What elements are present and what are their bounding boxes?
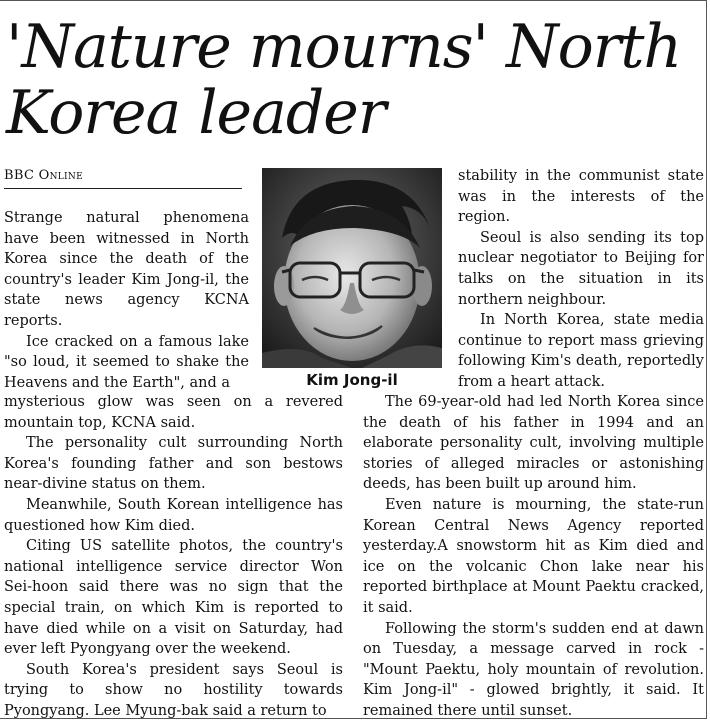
- paragraph: In North Korea, state media continue to report mass grieving following Kim's death, reportedly from a heart attack.: [458, 312, 704, 390]
- kim-jong-il-photo: [262, 168, 442, 368]
- paragraph: South Korea's president says Seoul is trying to show no hostility towards Pyongyang. Lee Myung-bak said a return to: [4, 661, 343, 719]
- paragraph: The personality cult surrounding North Korea's founding father and son bestows near-divine status on them.: [4, 435, 343, 493]
- column-2-bottom: [363, 392, 704, 722]
- paragraph: stability in the communist state was in the interests of the region.: [458, 168, 704, 226]
- paragraph: mysterious glow was seen on a revered mountain top, KCNA said.: [4, 394, 343, 431]
- photo-caption: Kim Jong-il: [306, 371, 398, 389]
- column-3-top: [458, 166, 704, 393]
- paragraph: Even nature is mourning, the state-run Korean Central News Agency reported yesterday.A snowstorm hit as Kim died and ice on the volcanic Chon lake near his reported birthplace at Mount Paektu cracked, it said.: [363, 496, 704, 616]
- column-1-top: [4, 208, 249, 393]
- column-1-bottom: [4, 392, 343, 722]
- headline: 'Nature mourns' North Korea leader: [6, 12, 682, 148]
- paragraph: The 69-year-old had led North Korea since the death of his father in 1994 and an elaborate personality cult, involving multiple stories of alleged miracles or astonishing deeds, has been built up around him.: [363, 394, 704, 493]
- source-byline: BBC Online: [4, 168, 242, 189]
- portrait-image: [262, 168, 442, 368]
- paragraph: Following the storm's sudden end at dawn on Tuesday, a message carved in rock - "Mount Paektu, holy mountain of revolution. Kim Jong-il" - glowed brightly, it said. It remained there until sunset.: [363, 620, 704, 719]
- paragraph: Seoul is also sending its top nuclear negotiator to Beijing for talks on the situation in its northern neighbour.: [458, 229, 704, 308]
- paragraph: Citing US satellite photos, the country's national intelligence service director Won Sei-hoon said there was no sign that the special train, on which Kim is reported to have died while on a visit on Saturday, had ever left Pyongyang over the weekend.: [4, 538, 343, 658]
- paragraph: Meanwhile, South Korean intelligence has questioned how Kim died.: [4, 496, 343, 534]
- paragraph: Strange natural phenomena have been witnessed in North Korea since the death of the country's leader Kim Jong-il, the state news agency KCNA reports.: [4, 210, 249, 329]
- paragraph: Ice cracked on a famous lake "so loud, it seemed to shake the Heavens and the Earth", and a: [4, 333, 249, 391]
